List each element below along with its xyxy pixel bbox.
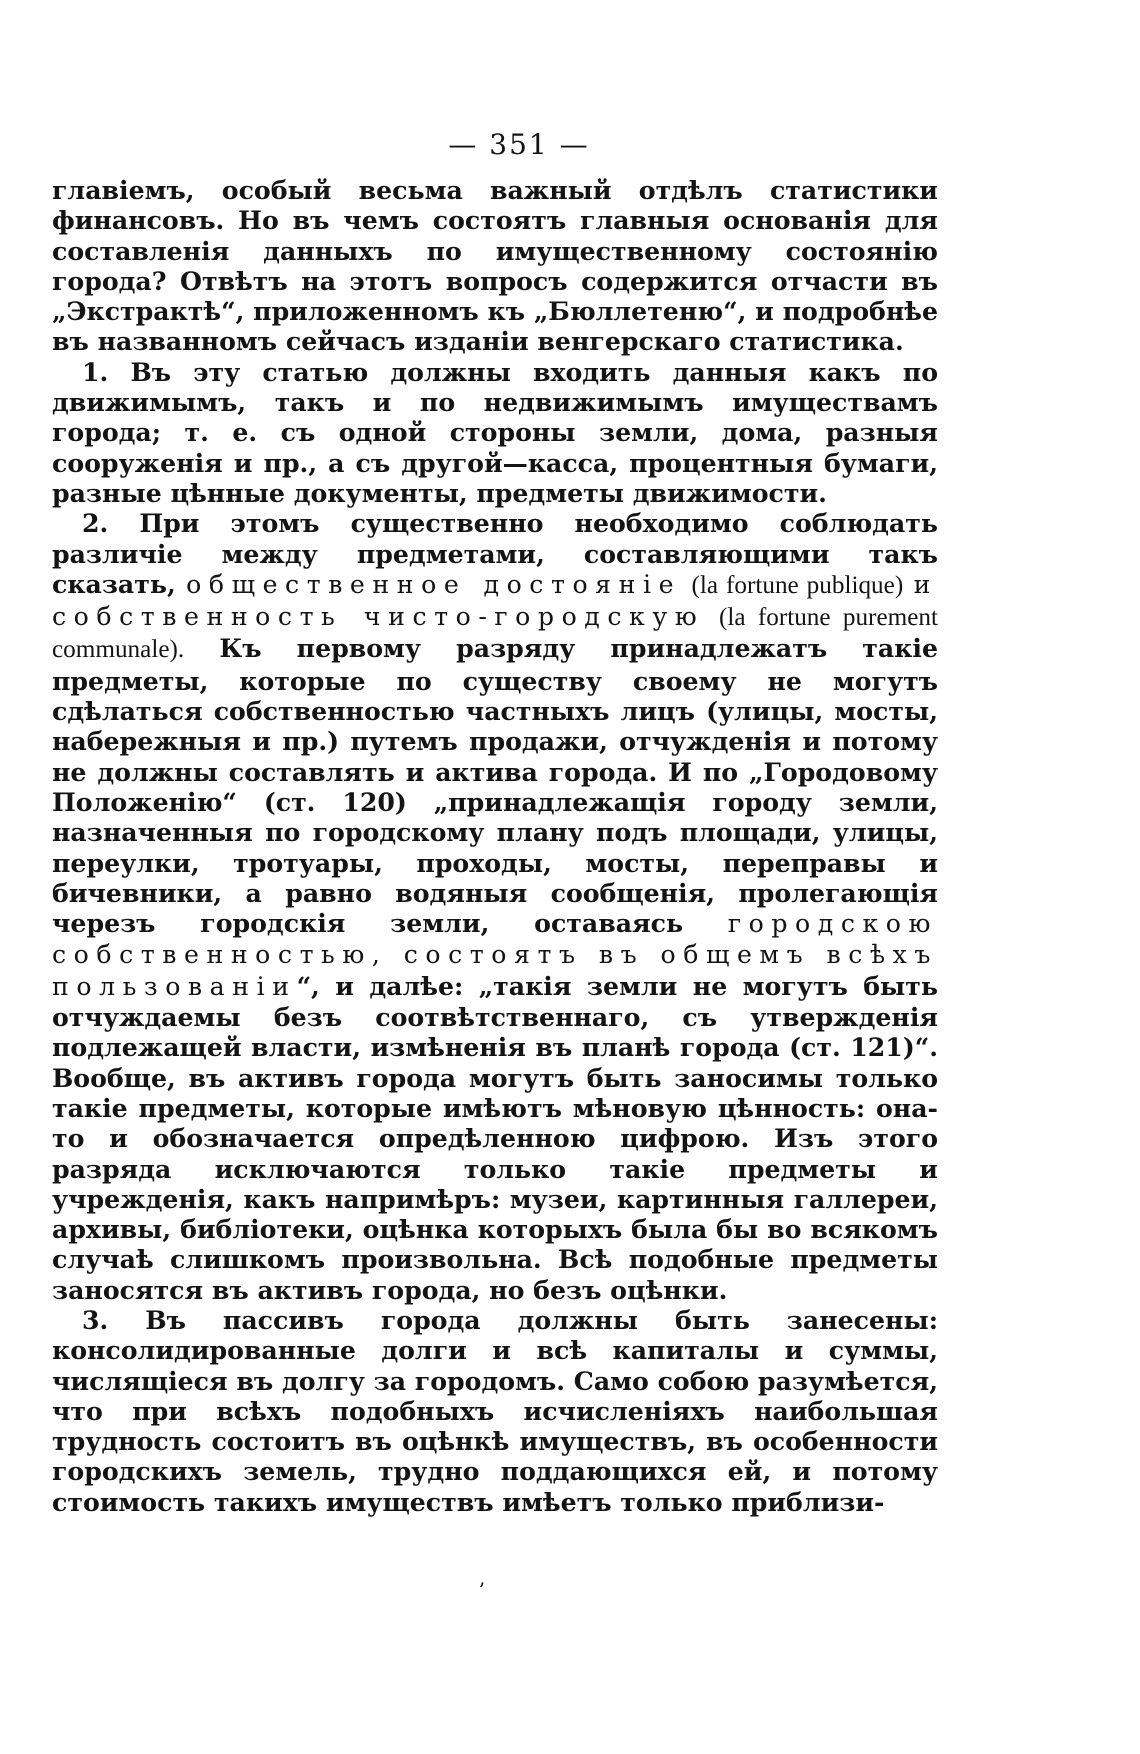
paragraph-2-part-4: “, и далѣе: „такія земли не могутъ быть отчуждаемы безъ соотвѣтственнаго, съ утвержденія подлежащей власти, измѣненія въ планѣ города (ст. 121)“. Вообще, въ активъ города могутъ быть заносимы только такіе предметы, которые имѣютъ мѣновую цѣнность: она-то и обозначается опредѣленною цифрою. Изъ этого разряда исключаются только такіе предметы и учрежденія, какъ напримѣръ: музеи, картинныя галлереи, архивы, библіотеки, оцѣнка которыхъ была бы во всякомъ случаѣ слишкомъ произвольна. Всѣ подобные предметы заносятся въ активъ города, но безъ оцѣнки. <box>52 970 938 1305</box>
latin-term-fortune-communale: (la fortune purement communale). <box>52 604 938 664</box>
paragraph-intro: главіемъ, особый весьма важный отдѣлъ статистики финансовъ. Но въ чемъ состоятъ главныя основанія для составленія данныхъ по имущественному состоянію города? Отвѣтъ на этотъ вопросъ содержится отчасти въ „Экстрактѣ“, приложенномъ къ „Бюллетеню“, и подробнѣе въ названномъ сейчасъ изданіи венгерскаго статистика. <box>52 175 938 357</box>
spaced-term-communal-property: собственность чисто-городскую <box>52 602 705 632</box>
spaced-term-city-property: городскою собственностью, состоятъ въ общемъ всѣхъ пользованіи <box>52 909 938 1001</box>
page-body <box>52 128 938 1517</box>
paragraph-1: 1. Въ эту статью должны входить данныя какъ по движимымъ, такъ и по недвижимымъ имуществамъ города; т. е. съ одной стороны земли, дома, разныя сооруженія и пр., а съ другой—касса, процентныя бумаги, разные цѣнные документы, предметы движимости. <box>52 356 938 508</box>
paragraph-3: 3. Въ пассивъ города должны быть занесены: консолидированные долги и всѣ капиталы и суммы, числящіеся въ долгу за городомъ. Само собою разумѣется, что при всѣхъ подобныхъ исчисленіяхъ наибольшая трудность состоитъ въ оцѣнкѣ имуществъ, въ особенности городскихъ земель, трудно поддающихся ей, и потому стоимость такихъ имуществъ имѣетъ только приблизи- <box>52 1304 938 1517</box>
paragraph-2-conjunction: и <box>913 569 938 599</box>
latin-term-fortune-publique: (la fortune publique) <box>691 571 904 599</box>
paragraph-2 <box>52 508 938 1305</box>
paragraph-2-part-1: 2. При этомъ существенно необходимо соблюдать различіе между предметами, составляющими такъ сказать, <box>52 508 938 599</box>
stray-print-mark: ʼ <box>478 1578 485 1602</box>
spaced-term-public-property: общественное достояніе <box>186 569 682 599</box>
page-number: — 351 — <box>448 128 590 161</box>
paragraph-2-part-3: Къ первому разряду принадлежатъ такіе предметы, которые по существу своему не могутъ сдѣлаться собственностью частныхъ лицъ (улицы, мосты, набережныя и пр.) путемъ продажи, отчужденія и потому не должны составлять и актива города. И по „Городовому Положенію“ (ст. 120) „принадлежащія городу земли, назначенныя по городскому плану подъ площади, улицы, переулки, тротуары, проходы, мосты, переправы и бичевники, а равно водяныя сообщенія, пролегающія черезъ городскія земли, оставаясь <box>52 633 938 939</box>
